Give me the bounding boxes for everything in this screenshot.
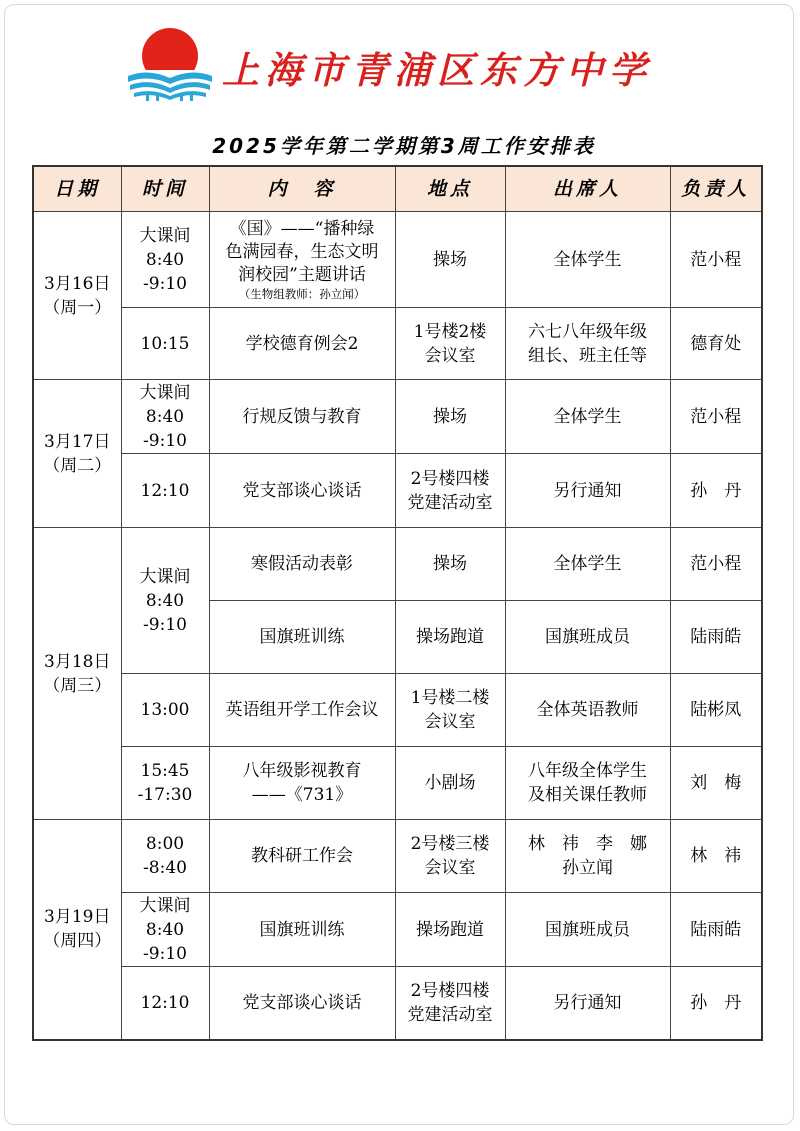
header-owner: 负责人 bbox=[670, 166, 762, 212]
content-note: （生物组教师：孙立闻） bbox=[238, 286, 366, 301]
date-cell bbox=[33, 212, 121, 380]
content-cell: 党支部谈心谈话 bbox=[209, 454, 395, 528]
weekday-label: （周二） bbox=[43, 455, 112, 476]
date-cell bbox=[33, 528, 121, 820]
date-cell bbox=[33, 820, 121, 1040]
time-cell: 大课间 8:40 -9:10 bbox=[121, 380, 209, 454]
time-cell: 8:00 -8:40 bbox=[121, 820, 209, 893]
attendees-cell: 另行通知 bbox=[505, 454, 670, 528]
attendees-cell: 全体学生 bbox=[505, 212, 670, 308]
content-cell: 教科研工作会 bbox=[209, 820, 395, 893]
date-cell bbox=[33, 380, 121, 528]
location-cell: 1号楼二楼 会议室 bbox=[395, 674, 505, 747]
table-row bbox=[33, 528, 762, 601]
time-cell: 10:15 bbox=[121, 308, 209, 380]
time-cell: 13:00 bbox=[121, 674, 209, 747]
owner-cell: 林 祎 bbox=[670, 820, 762, 893]
table-header-row bbox=[33, 166, 762, 212]
table-row bbox=[33, 674, 762, 747]
schedule-title: 2025学年第二学期第3周工作安排表 bbox=[212, 134, 596, 158]
content-cell: 学校德育例会2 bbox=[209, 308, 395, 380]
owner-cell: 范小程 bbox=[670, 212, 762, 308]
owner-cell: 陆雨皓 bbox=[670, 893, 762, 967]
location-cell: 2号楼四楼 党建活动室 bbox=[395, 967, 505, 1040]
owner-cell: 陆彬凤 bbox=[670, 674, 762, 747]
table-row bbox=[33, 212, 762, 308]
table-row bbox=[33, 967, 762, 1040]
attendees-cell: 林 祎 李 娜 孙立闻 bbox=[505, 820, 670, 893]
table-row bbox=[33, 747, 762, 820]
time-cell: 12:10 bbox=[121, 967, 209, 1040]
table-row bbox=[33, 308, 762, 380]
attendees-cell: 全体学生 bbox=[505, 528, 670, 601]
header-content: 内 容 bbox=[209, 166, 395, 212]
school-name: 上海市青浦区东方中学 bbox=[222, 49, 652, 92]
table-row bbox=[33, 893, 762, 967]
attendees-cell: 六七八年级年级 组长、班主任等 bbox=[505, 308, 670, 380]
content-cell: 寒假活动表彰 bbox=[209, 528, 395, 601]
table-row bbox=[33, 820, 762, 893]
content-cell: 《国》——“播种绿 色满园春，生态文明 润校园”主题讲话 （生物组教师：孙立闻） bbox=[209, 212, 395, 308]
weekday-label: （周三） bbox=[43, 675, 112, 696]
time-cell: 大课间 8:40 -9:10 bbox=[121, 528, 209, 674]
content-cell: 党支部谈心谈话 bbox=[209, 967, 395, 1040]
attendees-cell: 全体英语教师 bbox=[505, 674, 670, 747]
header-time: 时间 bbox=[121, 166, 209, 212]
time-cell: 12:10 bbox=[121, 454, 209, 528]
date-label: 3月17日 bbox=[44, 431, 111, 452]
content-cell: 八年级影视教育 ——《731》 bbox=[209, 747, 395, 820]
owner-cell: 孙 丹 bbox=[670, 967, 762, 1040]
location-cell: 操场 bbox=[395, 212, 505, 308]
location-cell: 2号楼四楼 党建活动室 bbox=[395, 454, 505, 528]
location-cell: 操场 bbox=[395, 528, 505, 601]
date-label: 3月18日 bbox=[44, 651, 111, 672]
content-cell: 国旗班训练 bbox=[209, 893, 395, 967]
location-cell: 操场跑道 bbox=[395, 893, 505, 967]
header-date: 日期 bbox=[33, 166, 121, 212]
header-attendees: 出席人 bbox=[505, 166, 670, 212]
owner-cell: 刘 梅 bbox=[670, 747, 762, 820]
weekday-label: （周四） bbox=[43, 931, 112, 952]
location-cell: 小剧场 bbox=[395, 747, 505, 820]
date-label: 3月19日 bbox=[44, 907, 111, 928]
owner-cell: 孙 丹 bbox=[670, 454, 762, 528]
attendees-cell: 国旗班成员 bbox=[505, 601, 670, 674]
time-cell: 大课间 8:40 -9:10 bbox=[121, 893, 209, 967]
attendees-cell: 八年级全体学生 及相关课任教师 bbox=[505, 747, 670, 820]
location-cell: 操场跑道 bbox=[395, 601, 505, 674]
weekly-schedule-table bbox=[32, 165, 763, 1041]
school-logo bbox=[118, 22, 228, 102]
attendees-cell: 另行通知 bbox=[505, 967, 670, 1040]
header-location: 地点 bbox=[395, 166, 505, 212]
location-cell: 2号楼三楼 会议室 bbox=[395, 820, 505, 893]
table-row bbox=[33, 380, 762, 454]
owner-cell: 范小程 bbox=[670, 528, 762, 601]
location-cell: 1号楼2楼 会议室 bbox=[395, 308, 505, 380]
weekday-label: （周一） bbox=[43, 297, 112, 318]
owner-cell: 德育处 bbox=[670, 308, 762, 380]
content-cell: 行规反馈与教育 bbox=[209, 380, 395, 454]
location-cell: 操场 bbox=[395, 380, 505, 454]
attendees-cell: 国旗班成员 bbox=[505, 893, 670, 967]
attendees-cell: 全体学生 bbox=[505, 380, 670, 454]
owner-cell: 范小程 bbox=[670, 380, 762, 454]
owner-cell: 陆雨皓 bbox=[670, 601, 762, 674]
time-cell: 15:45 -17:30 bbox=[121, 747, 209, 820]
date-label: 3月16日 bbox=[44, 273, 111, 294]
table-row bbox=[33, 454, 762, 528]
time-cell: 大课间 8:40 -9:10 bbox=[121, 212, 209, 308]
content-cell: 英语组开学工作会议 bbox=[209, 674, 395, 747]
content-cell: 国旗班训练 bbox=[209, 601, 395, 674]
